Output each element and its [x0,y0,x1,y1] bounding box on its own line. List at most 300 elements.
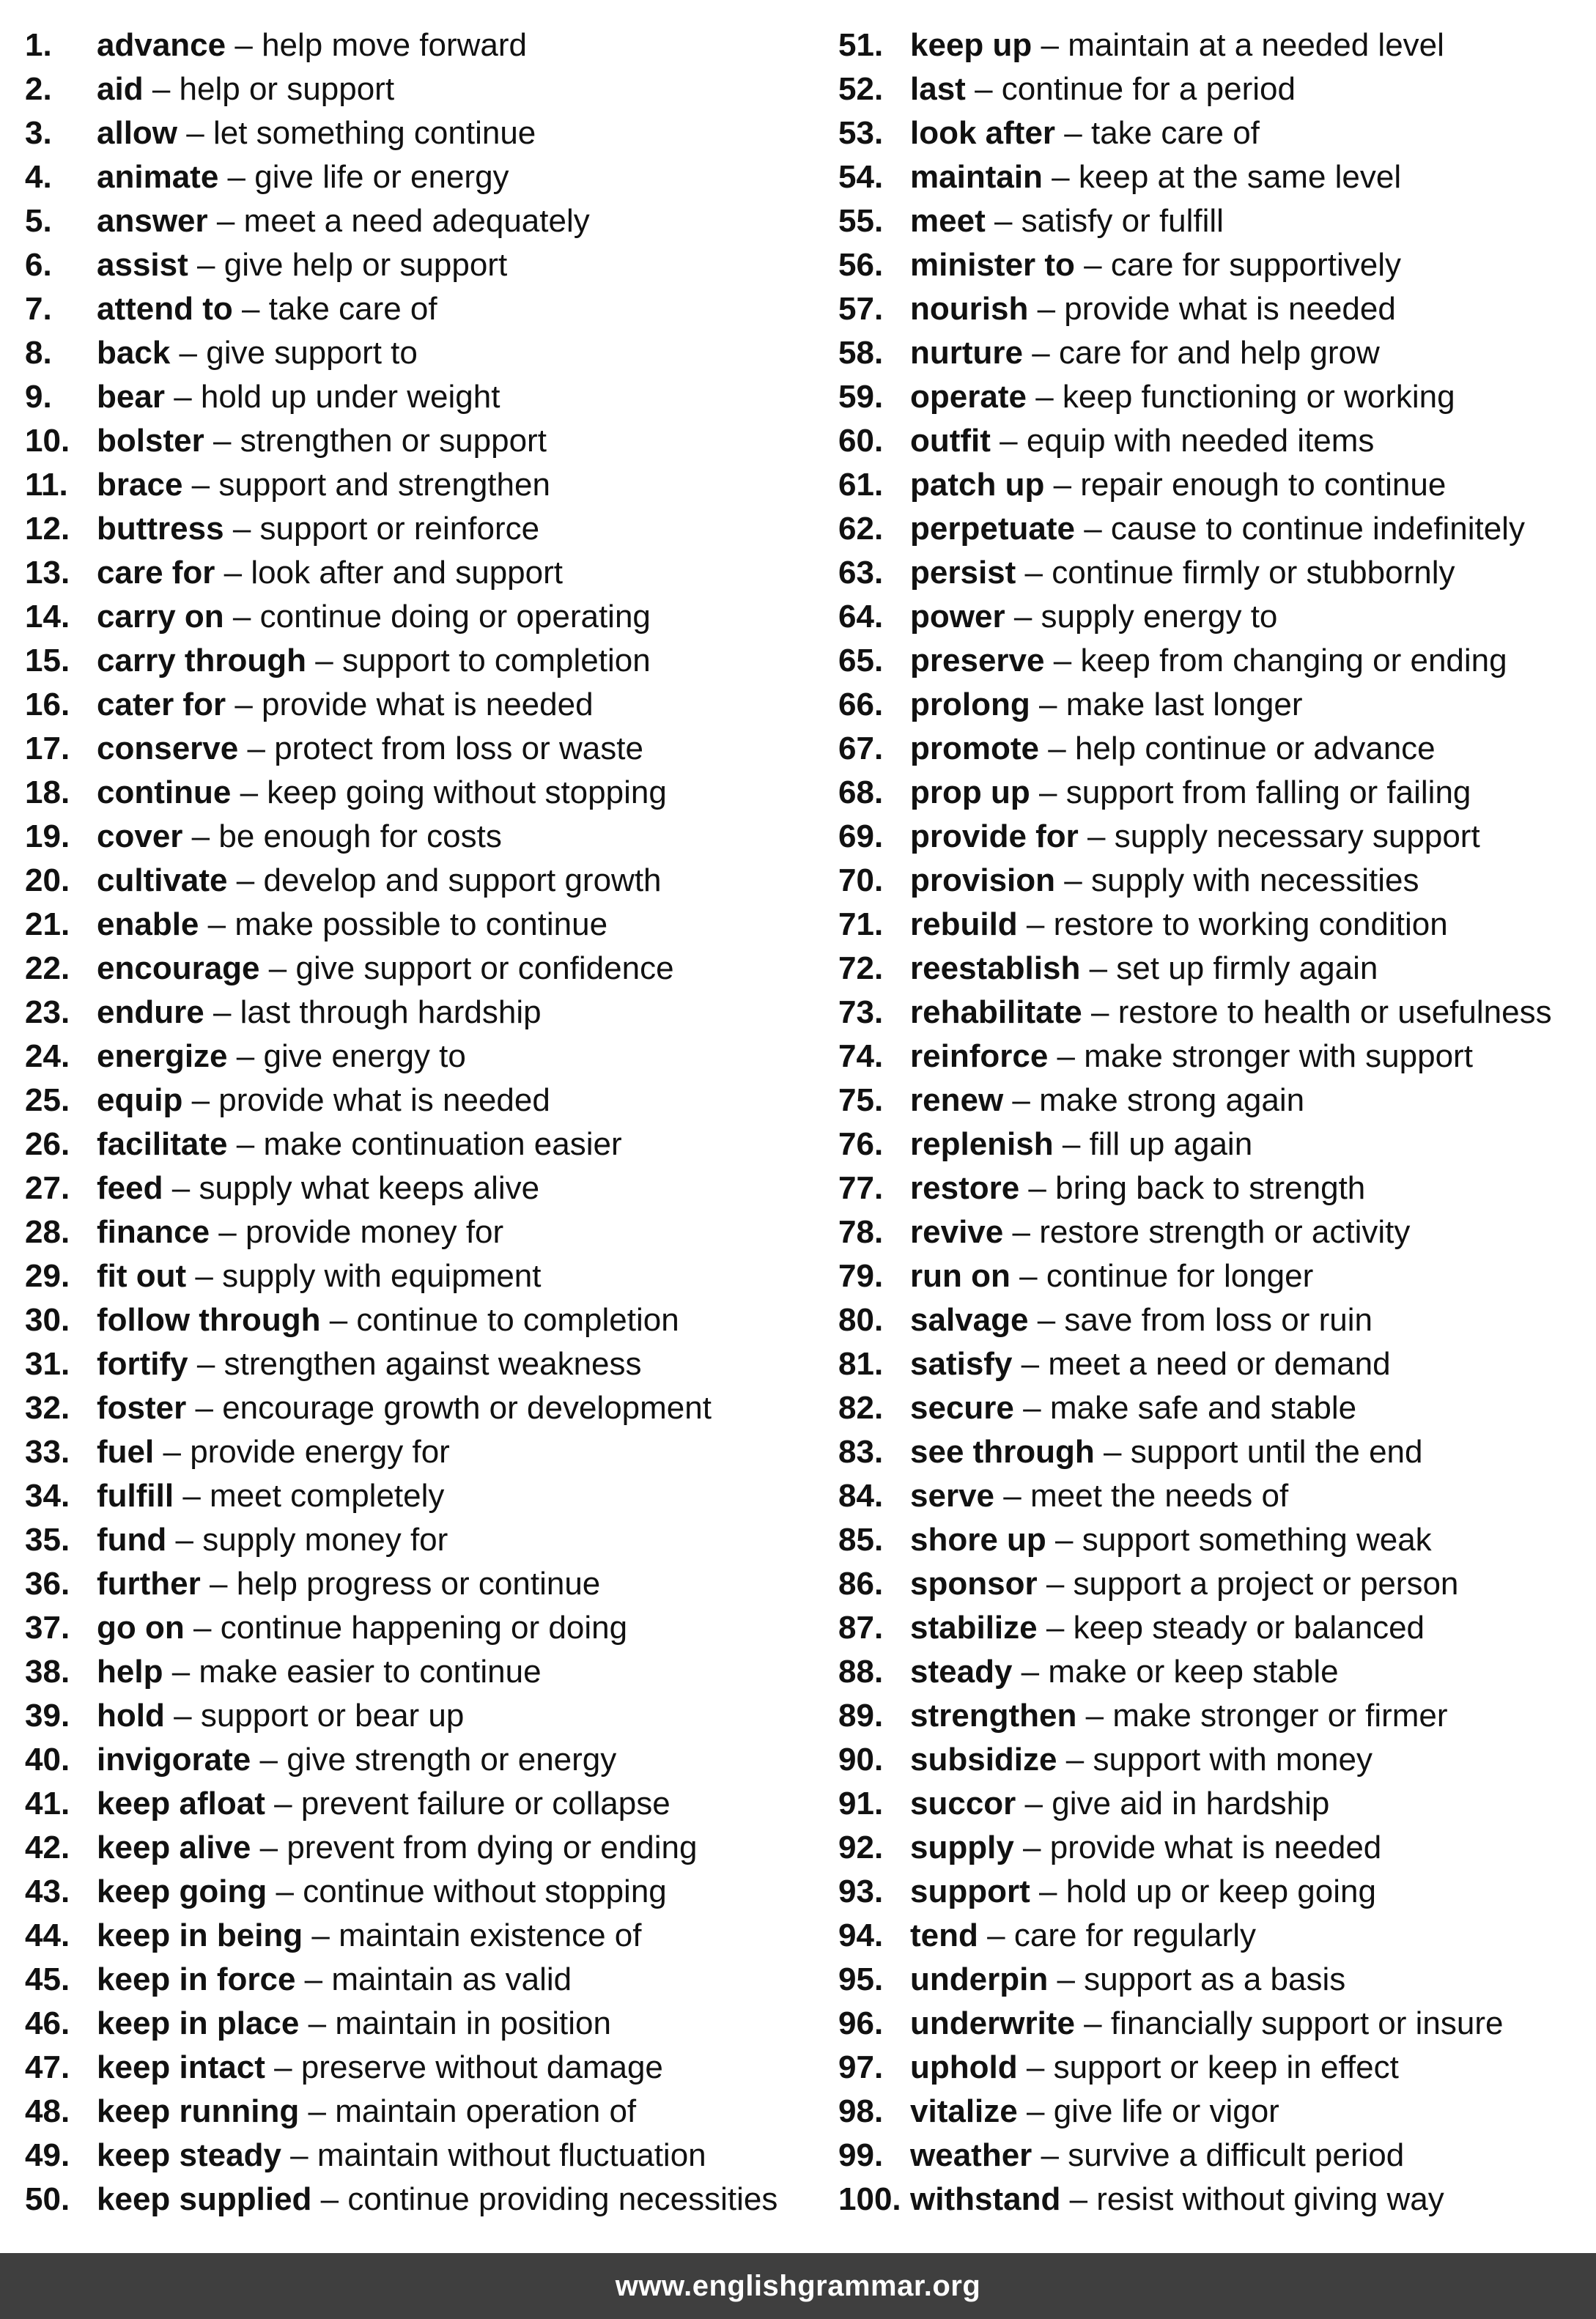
item-text [910,1430,1422,1474]
item-separator: – [1064,115,1082,151]
item-separator: – [311,1917,330,1953]
item-word: go on [97,1610,185,1646]
item-separator: – [1026,2093,1045,2129]
list-item [838,1386,1596,1430]
list-item [25,1166,824,1210]
list-item [838,243,1596,287]
item-text [97,1254,541,1298]
item-definition: give energy to [263,1038,466,1074]
item-number: 90. [838,1742,884,1778]
item-number: 53. [838,115,884,151]
item-separator: – [290,2137,309,2173]
item-number: 19. [25,818,70,854]
item-number: 80. [838,1302,884,1338]
item-text [910,859,1419,903]
item-number: 87. [838,1610,884,1646]
item-number: 9. [25,379,52,415]
item-text [910,991,1552,1035]
item-text [910,67,1296,111]
item-separator: – [191,818,210,854]
item-text [910,595,1277,639]
item-number: 91. [838,1786,884,1821]
item-definition: protect from loss or waste [274,731,643,766]
item-number: 95. [838,1961,884,1997]
item-definition: maintain existence of [339,1917,642,1953]
item-number: 66. [838,687,884,722]
item-text [910,2090,1279,2134]
list-item [25,903,824,947]
item-separator: – [236,1038,255,1074]
item-definition: preserve without damage [300,2049,663,2085]
item-number: 37. [25,1610,70,1646]
item-number: 20. [25,862,70,898]
item-definition: continue providing necessities [347,2181,778,2217]
item-word: power [910,599,1005,635]
list-item [25,1079,824,1122]
item-separator: – [268,950,287,986]
list-item [25,2002,824,2046]
item-definition: provide what is needed [1064,291,1396,327]
list-item [838,1518,1596,1562]
list-item [838,375,1596,419]
item-text [910,1342,1391,1386]
item-text [97,1914,641,1958]
item-definition: take care of [268,291,437,327]
item-number: 96. [838,2005,884,2041]
list-item [25,243,824,287]
list-item [838,1870,1596,1914]
item-number: 55. [838,203,884,239]
item-word: bear [97,379,165,415]
list-item [838,1606,1596,1650]
item-word: keep in force [97,1961,296,1997]
item-definition: keep at the same level [1078,159,1402,195]
item-separator: – [197,247,215,283]
item-number: 83. [838,1434,884,1470]
item-text [97,1694,464,1738]
item-separator: – [315,643,333,678]
item-word: feed [97,1170,163,1206]
item-separator: – [1026,2049,1045,2085]
list-item [838,155,1596,199]
item-separator: – [236,862,255,898]
item-number: 11. [25,467,68,503]
item-word: bolster [97,423,204,459]
list-item [838,1694,1596,1738]
item-number: 40. [25,1742,70,1778]
item-number: 7. [25,291,52,327]
right-column [838,23,1596,2222]
item-separator: – [186,115,204,151]
item-definition: prevent failure or collapse [300,1786,670,1821]
item-word: perpetuate [910,511,1075,547]
item-separator: – [182,1478,201,1514]
list-item [25,2178,824,2222]
item-definition: support until the end [1130,1434,1423,1470]
word-list-columns [0,23,1596,2222]
item-word: persist [910,555,1016,591]
item-word: advance [97,27,226,63]
item-separator: – [1013,599,1032,635]
item-definition: make safe and stable [1049,1390,1357,1426]
item-text [910,1386,1356,1430]
item-text [97,287,437,331]
list-item [838,287,1596,331]
item-definition: support from falling or failing [1065,774,1471,810]
item-text [910,1210,1410,1254]
list-item [838,1210,1596,1254]
list-item [25,1386,824,1430]
item-word: see through [910,1434,1095,1470]
item-definition: continue doing or operating [259,599,651,635]
list-item [25,1035,824,1079]
item-text [910,639,1507,683]
item-text [97,1782,670,1826]
item-separator: – [207,906,226,942]
list-item [838,1430,1596,1474]
item-text [910,2178,1444,2222]
item-separator: – [191,467,210,503]
item-definition: make last longer [1065,687,1303,722]
list-item [25,1518,824,1562]
item-separator: – [994,203,1013,239]
item-text [97,1035,466,1079]
item-word: underwrite [910,2005,1075,2041]
item-separator: – [1048,731,1066,766]
item-word: shore up [910,1522,1046,1558]
list-item [25,727,824,771]
list-item [25,639,824,683]
item-text [910,1254,1313,1298]
item-text [910,1826,1381,1870]
item-number: 61. [838,467,884,503]
item-text [97,991,542,1035]
item-definition: keep from changing or ending [1080,643,1507,678]
item-separator: – [259,1830,278,1865]
item-definition: repair enough to continue [1080,467,1447,503]
item-number: 82. [838,1390,884,1426]
item-definition: meet a need adequately [243,203,590,239]
item-text [910,375,1455,419]
item-text [910,1606,1425,1650]
list-item [25,1298,824,1342]
list-item [25,1254,824,1298]
list-item [838,1826,1596,1870]
item-definition: cause to continue indefinitely [1110,511,1525,547]
item-word: assist [97,247,188,283]
item-definition: continue to completion [356,1302,679,1338]
item-separator: – [1084,2005,1102,2041]
item-definition: support something weak [1082,1522,1432,1558]
item-text [910,815,1480,859]
item-separator: – [232,511,251,547]
item-text [97,2090,636,2134]
item-text [97,1958,572,2002]
item-word: tend [910,1917,978,1953]
item-separator: – [1039,1874,1057,1909]
item-word: keep steady [97,2137,281,2173]
item-text [97,595,651,639]
item-number: 88. [838,1654,884,1690]
item-definition: make easier to continue [199,1654,542,1690]
item-text [910,199,1224,243]
item-number: 75. [838,1082,884,1118]
item-separator: – [1087,818,1106,854]
item-word: attend to [97,291,233,327]
item-text [910,947,1378,991]
item-separator: – [195,1390,213,1426]
list-item [838,903,1596,947]
list-item [25,287,824,331]
list-item [838,683,1596,727]
item-word: cater for [97,687,226,722]
item-separator: – [223,555,243,591]
item-separator: – [1037,291,1056,327]
item-definition: supply what keeps alive [199,1170,540,1206]
item-number: 2. [25,71,52,107]
item-separator: – [329,1302,348,1338]
item-definition: provide energy for [190,1434,450,1470]
list-item [838,23,1596,67]
item-separator: – [1024,555,1043,591]
item-definition: satisfy or fulfill [1021,203,1224,239]
item-separator: – [210,1566,228,1602]
item-definition: make stronger with support [1084,1038,1473,1074]
item-word: maintain [910,159,1043,195]
list-item [838,991,1596,1035]
item-word: keep supplied [97,2181,312,2217]
item-separator: – [1021,1346,1040,1382]
item-definition: save from loss or ruin [1064,1302,1373,1338]
list-item [25,1474,824,1518]
item-definition: set up firmly again [1116,950,1378,986]
item-word: run on [910,1258,1011,1294]
item-text [910,771,1471,815]
item-separator: – [213,994,232,1030]
item-definition: maintain without fluctuation [317,2137,706,2173]
item-definition: give strength or energy [287,1742,617,1778]
item-definition: support as a basis [1084,1961,1346,1997]
list-item [25,463,824,507]
item-word: prolong [910,687,1030,722]
item-text [910,331,1380,375]
list-item [25,67,824,111]
item-definition: supply with necessities [1090,862,1419,898]
item-word: care for [97,555,215,591]
item-text [910,1958,1345,2002]
list-item [25,595,824,639]
item-number: 84. [838,1478,884,1514]
item-definition: give aid in hardship [1052,1786,1330,1821]
item-definition: financially support or insure [1110,2005,1504,2041]
item-text [97,1122,622,1166]
item-definition: support and strengthen [218,467,550,503]
item-definition: equip with needed items [1026,423,1375,459]
item-separator: – [191,1082,210,1118]
item-definition: fill up again [1089,1126,1253,1162]
item-number: 36. [25,1566,70,1602]
item-word: animate [97,159,219,195]
item-separator: – [232,599,251,635]
item-word: continue [97,774,232,810]
item-definition: support or keep in effect [1053,2049,1399,2085]
item-separator: – [987,1917,1005,1953]
item-separator: – [1038,774,1057,810]
item-text [910,155,1401,199]
item-word: provision [910,862,1056,898]
item-text [910,1694,1448,1738]
item-number: 24. [25,1038,70,1074]
item-word: prop up [910,774,1030,810]
item-word: encourage [97,950,260,986]
item-number: 97. [838,2049,884,2085]
list-item [838,2178,1596,2222]
item-word: answer [97,203,208,239]
list-item [838,1035,1596,1079]
item-text [910,287,1396,331]
item-separator: – [1037,1302,1056,1338]
item-definition: help progress or continue [236,1566,601,1602]
item-definition: maintain at a needed level [1068,27,1444,63]
item-separator: – [1046,1566,1065,1602]
list-item [838,815,1596,859]
item-definition: encourage growth or development [222,1390,712,1426]
item-number: 4. [25,159,52,195]
list-item [25,551,824,595]
item-definition: restore to working condition [1053,906,1448,942]
list-item [838,199,1596,243]
list-item [838,507,1596,551]
item-separator: – [1085,1698,1104,1734]
item-separator: – [213,423,232,459]
item-number: 33. [25,1434,70,1470]
item-definition: provide what is needed [218,1082,550,1118]
item-word: revive [910,1214,1004,1250]
item-text [910,1079,1304,1122]
item-number: 39. [25,1698,70,1734]
item-separator: – [304,1961,323,1997]
list-item [838,463,1596,507]
list-item [25,991,824,1035]
item-text [97,1298,679,1342]
item-word: carry through [97,643,307,678]
item-separator: – [1053,643,1072,678]
item-definition: provide money for [245,1214,504,1250]
item-separator: – [320,2181,339,2217]
item-word: keep running [97,2093,300,2129]
item-definition: restore strength or activity [1039,1214,1411,1250]
list-item [838,1782,1596,1826]
item-number: 48. [25,2093,70,2129]
item-separator: – [179,335,198,371]
item-text [910,243,1401,287]
list-item [838,331,1596,375]
item-text [97,2134,706,2178]
item-word: carry on [97,599,224,635]
item-definition: help move forward [262,27,528,63]
list-item [838,727,1596,771]
item-text [97,551,563,595]
item-text [97,111,536,155]
item-separator: – [234,27,253,63]
list-item [838,1298,1596,1342]
item-word: fortify [97,1346,188,1382]
item-number: 63. [838,555,884,591]
item-definition: meet completely [210,1478,445,1514]
item-number: 13. [25,555,70,591]
item-separator: – [1023,1830,1041,1865]
item-text [97,2178,777,2222]
item-word: further [97,1566,201,1602]
item-number: 93. [838,1874,884,1909]
item-number: 44. [25,1917,70,1953]
item-word: fit out [97,1258,187,1294]
item-definition: care for and help grow [1058,335,1380,371]
list-item [25,2090,824,2134]
item-text [97,2002,611,2046]
item-text [97,1738,616,1782]
item-definition: support or reinforce [259,511,540,547]
item-text [97,1870,667,1914]
list-item [838,595,1596,639]
item-word: brace [97,467,183,503]
list-item [25,2134,824,2178]
left-column [25,23,824,2222]
item-word: outfit [910,423,991,459]
item-separator: – [308,2005,327,2041]
item-definition: give help or support [223,247,508,283]
item-word: fulfill [97,1478,174,1514]
item-definition: support or bear up [200,1698,465,1734]
item-separator: – [1069,2181,1088,2217]
item-text [97,947,674,991]
item-definition: survive a difficult period [1068,2137,1405,2173]
item-word: keep in being [97,1917,303,1953]
item-word: keep intact [97,2049,265,2085]
item-text [97,1079,550,1122]
item-word: cover [97,818,183,854]
item-text [910,1298,1373,1342]
item-word: operate [910,379,1027,415]
item-text [97,23,527,67]
item-definition: provide what is needed [262,687,594,722]
item-number: 76. [838,1126,884,1162]
item-separator: – [1064,862,1082,898]
item-text [97,727,643,771]
item-word: serve [910,1478,995,1514]
item-text [97,1562,600,1606]
item-word: subsidize [910,1742,1057,1778]
item-text [910,1166,1365,1210]
item-word: buttress [97,511,224,547]
item-separator: – [1038,687,1057,722]
item-text [910,1474,1288,1518]
item-definition: keep going without stopping [267,774,667,810]
item-definition: continue happening or doing [220,1610,628,1646]
item-separator: – [163,1434,181,1470]
item-text [97,1606,627,1650]
item-number: 46. [25,2005,70,2041]
item-word: withstand [910,2181,1061,2217]
list-item [25,1606,824,1650]
item-number: 58. [838,335,884,371]
item-text [97,155,509,199]
item-separator: – [1104,1434,1122,1470]
item-text [910,683,1303,727]
item-number: 86. [838,1566,884,1602]
list-item [25,1738,824,1782]
item-separator: – [195,1258,213,1294]
